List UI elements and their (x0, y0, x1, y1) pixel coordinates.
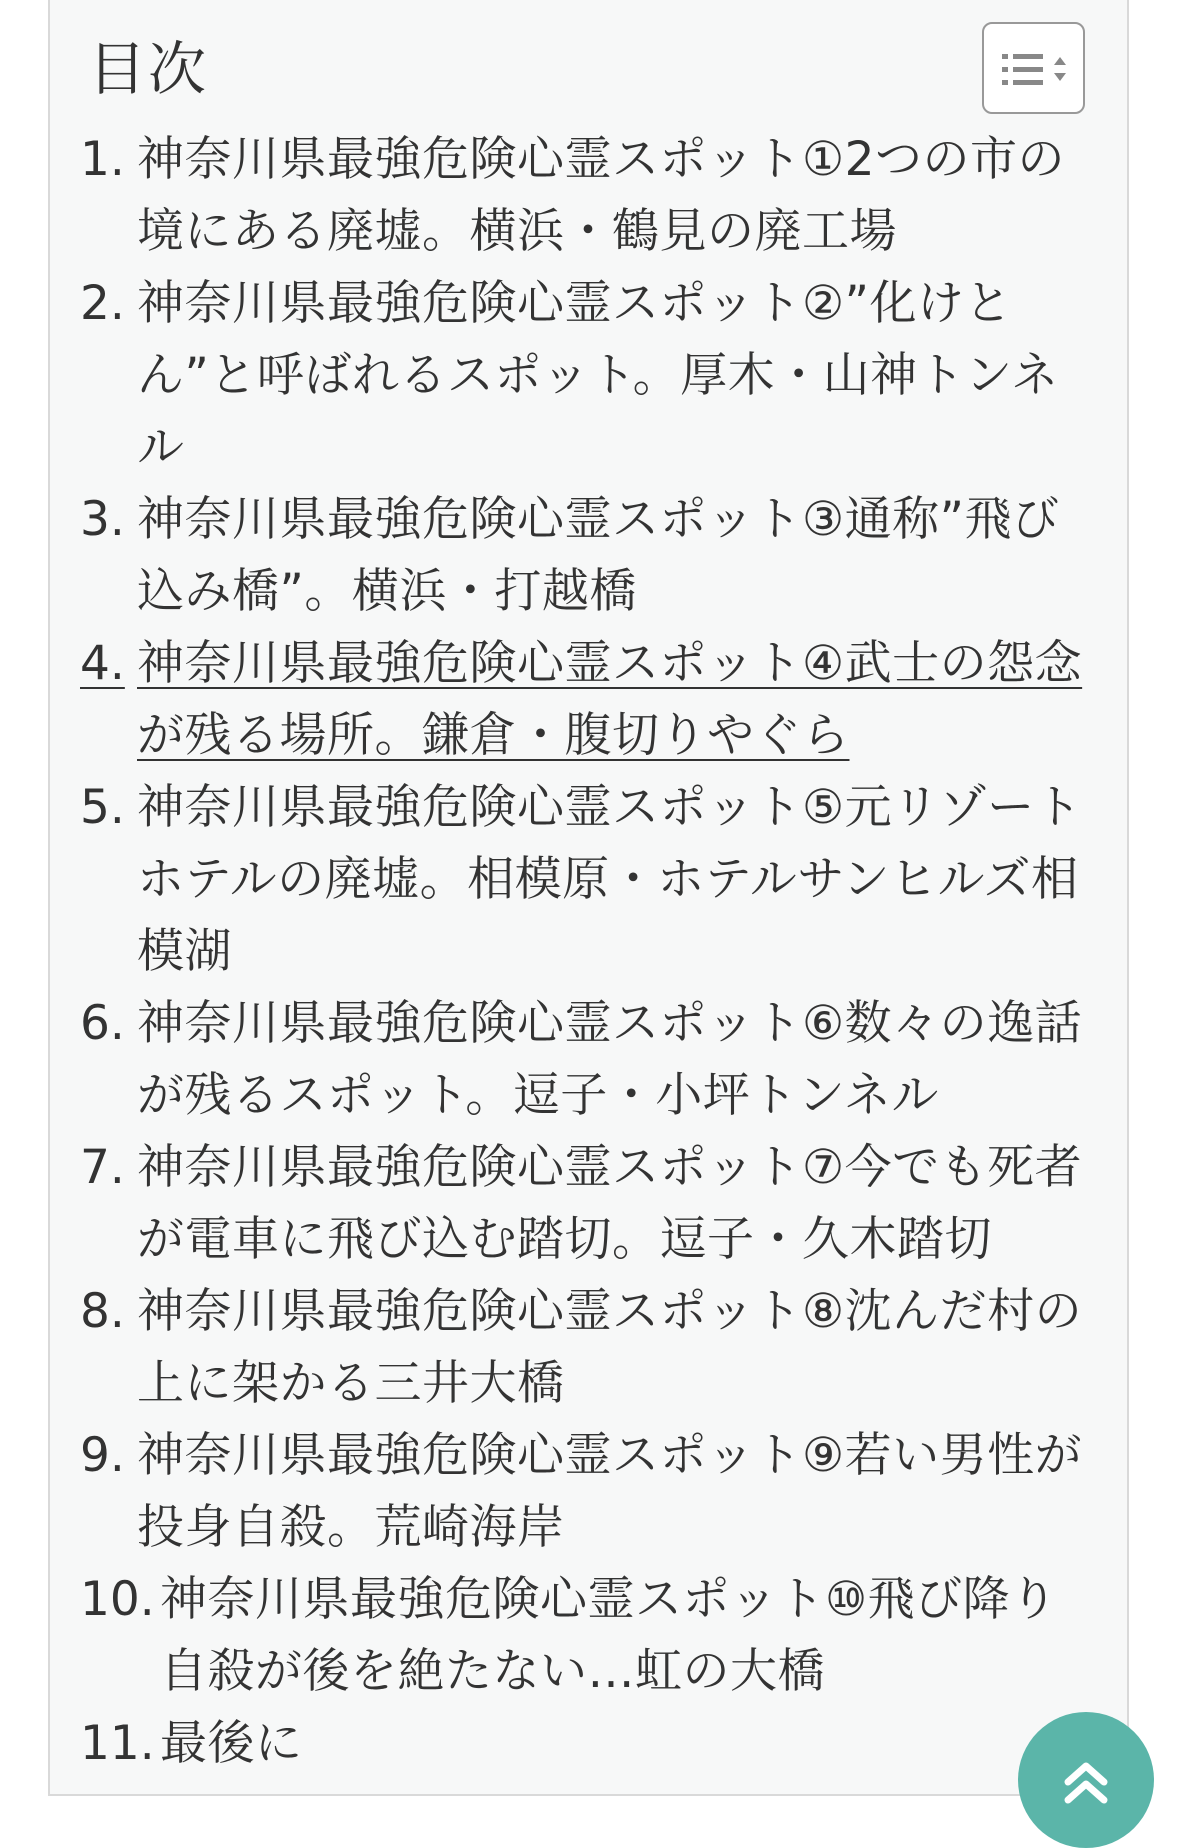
toc-item-number: 11. (80, 1716, 155, 1771)
toc-item (80, 124, 1090, 268)
toc-item-number: 2. (80, 276, 125, 331)
toc-item-number: 8. (80, 1284, 125, 1339)
toc-toggle-button[interactable] (982, 22, 1085, 114)
list-icon (984, 24, 1087, 116)
toc-item-link[interactable]: 神奈川県最強危険心霊スポット⑤元リゾートホテルの廃墟。相模原・ホテルサンヒルズ相模湖 (137, 780, 1083, 979)
toc-item-number: 5. (80, 780, 125, 835)
toc-item (80, 1420, 1090, 1564)
toc-item-link[interactable]: 神奈川県最強危険心霊スポット③通称”飛び込み橋”。横浜・打越橋 (137, 492, 1060, 619)
toc-item-link[interactable]: 神奈川県最強危険心霊スポット⑧沈んだ村の上に架かる三井大橋 (137, 1284, 1083, 1411)
toc-item-link[interactable]: 神奈川県最強危険心霊スポット⑥数々の逸話が残るスポット。逗子・小坪トンネル (137, 996, 1083, 1123)
toc-title: 目次 (88, 35, 209, 103)
toc-item (80, 628, 1090, 772)
toc-item-number: 4. (80, 636, 125, 691)
toc-item-number: 1. (80, 132, 125, 187)
toc-item-link[interactable]: 神奈川県最強危険心霊スポット⑦今でも死者が電車に飛び込む踏切。逗子・久木踏切 (137, 1140, 1083, 1267)
toc-item-link[interactable]: 神奈川県最強危険心霊スポット②”化けとん”と呼ばれるスポット。厚木・山神トンネル (137, 276, 1059, 475)
toc-item-number: 6. (80, 996, 125, 1051)
toc-item-number: 3. (80, 492, 125, 547)
toc-item-number: 9. (80, 1428, 125, 1483)
toc-item-number: 7. (80, 1140, 125, 1195)
toc-item-link[interactable]: 神奈川県最強危険心霊スポット①2つの市の境にある廃墟。横浜・鶴見の廃工場 (137, 132, 1066, 259)
toc-item-link[interactable]: 神奈川県最強危険心霊スポット⑨若い男性が投身自殺。荒崎海岸 (137, 1428, 1083, 1555)
toc-item (80, 772, 1090, 988)
table-of-contents (48, 0, 1129, 1796)
toc-item (80, 268, 1090, 484)
toc-item-link[interactable]: 神奈川県最強危険心霊スポット④武士の怨念が残る場所。鎌倉・腹切りやぐら (137, 636, 1083, 763)
toc-list (80, 124, 1090, 1780)
toc-item (80, 988, 1090, 1132)
toc-item (80, 1132, 1090, 1276)
toc-item (80, 1276, 1090, 1420)
toc-item-link[interactable]: 最後に (160, 1716, 303, 1771)
chevron-up-icon (1018, 1712, 1154, 1848)
scroll-to-top-button[interactable] (1018, 1712, 1154, 1848)
toc-item (80, 484, 1090, 628)
toc-item-link[interactable]: 神奈川県最強危険心霊スポット⑩飛び降り自殺が後を絶たない…虹の大橋 (160, 1572, 1058, 1699)
toc-item (80, 1564, 1090, 1708)
toc-item-number: 10. (80, 1572, 155, 1627)
toc-item (80, 1708, 1090, 1780)
